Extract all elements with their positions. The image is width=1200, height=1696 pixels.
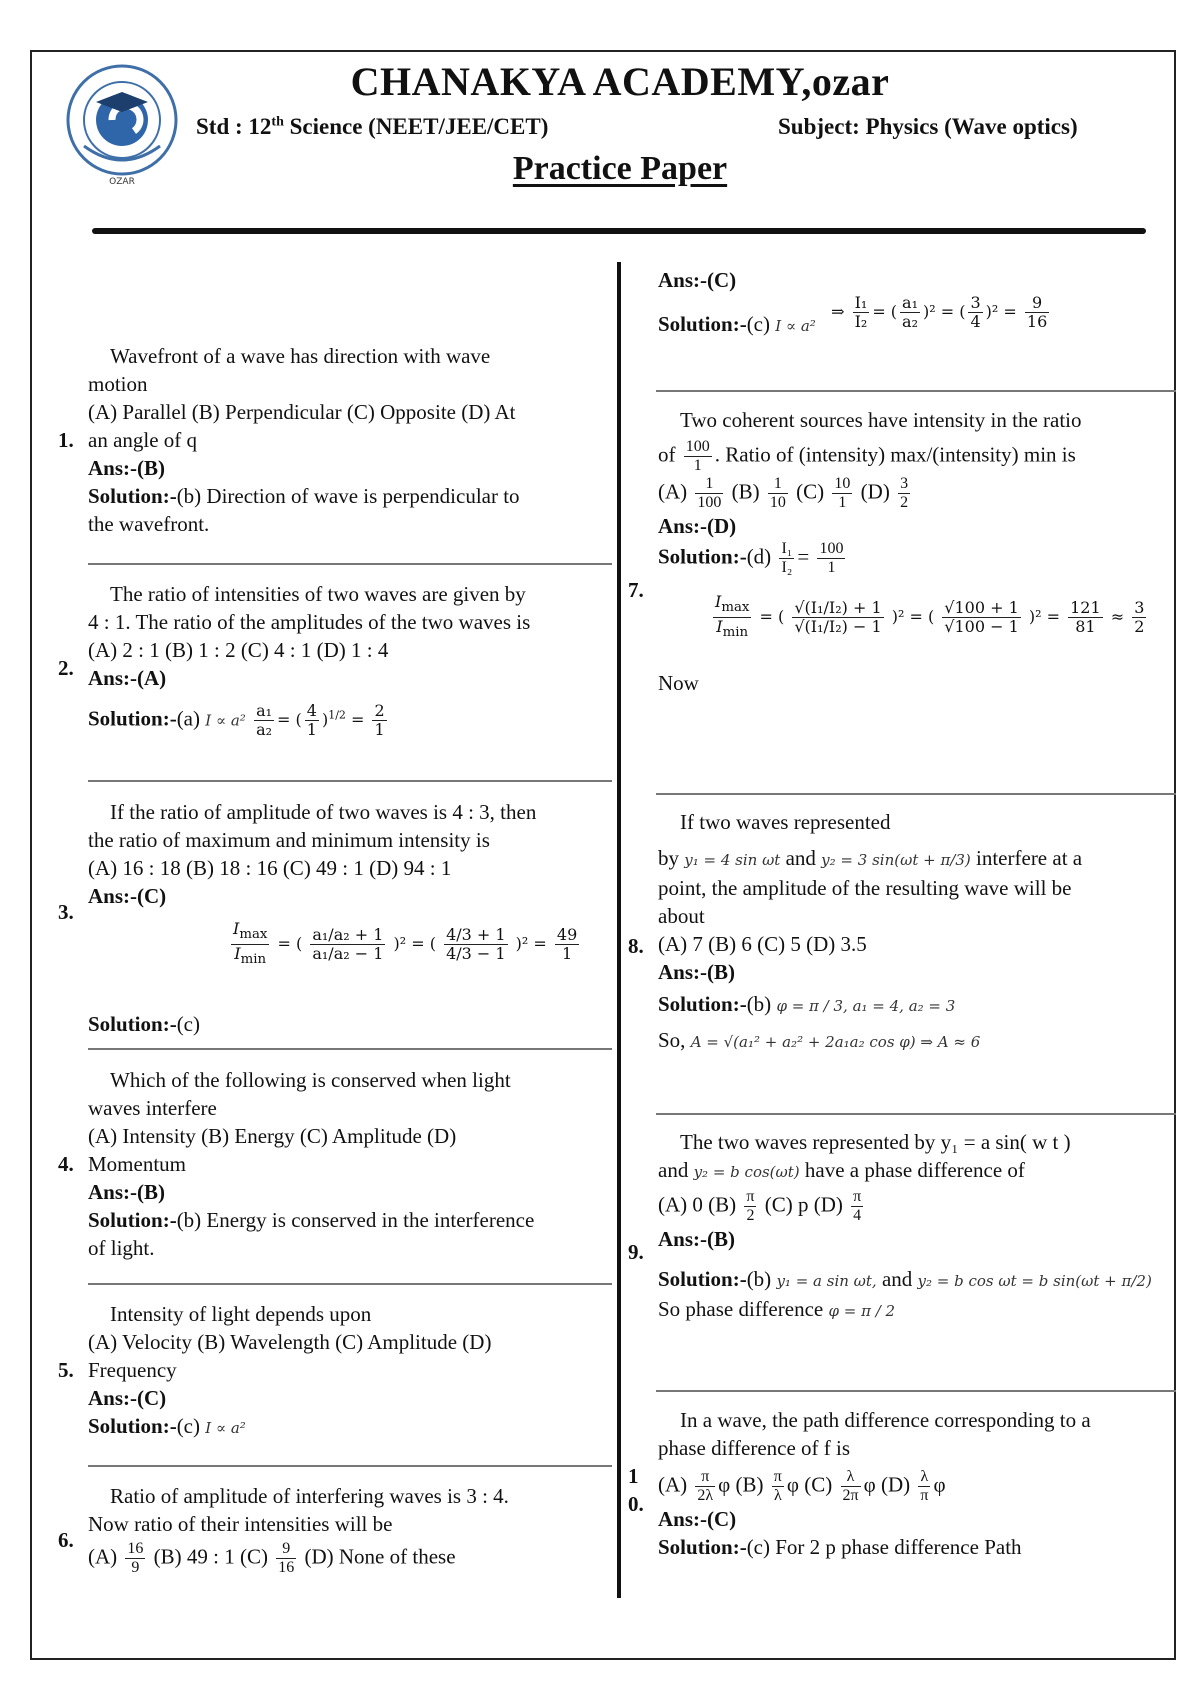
question-number: 3. [58, 900, 74, 924]
solution-formula: ⇒ I₁ I₂ = ( a₁ a₂ )² = ( 3 4 )² = 9 16 [831, 293, 1048, 331]
options: (A) $\frac{16}{9}$ (B) 49 : 1 (C) $\frac{9}{16}$ (D) None of these [88, 1540, 456, 1576]
question-number: 1. [58, 428, 74, 452]
separator [88, 1465, 612, 1467]
solution-cont: of light. [88, 1236, 155, 1260]
answer: Ans:-(C) [658, 268, 737, 292]
question-6-continued [658, 266, 1178, 345]
solution-formula: $\frac{\text{a₁}}{\text{a₂}}$ = ( $\frac{4}{1}$ )$^{1/2}$ = $\frac{2}{1}$ [256, 701, 385, 740]
options-cont: an angle of q [88, 428, 198, 452]
options: (A) $\frac{\pi}{2\lambda}$ φ (B) $\frac{\pi}{\lambda}$ φ (C) $\frac{\lambda}{2\pi}$ φ (D) $\frac{\lambda}{\pi}$ φ [658, 1468, 946, 1504]
question-text-cont3: about [658, 904, 705, 928]
academy-title: CHANAKYA ACADEMY,ozar [350, 59, 890, 104]
question-text-cont: Now ratio of their intensities will be [88, 1512, 393, 1536]
answer: Ans:-(B) [658, 960, 735, 984]
solution-cont: the wavefront. [88, 512, 210, 536]
solution: Solution:-(c) I ∝ a² $^{\Rightarrow \frac{\text{I₁}}{\text{I₂}} = ( \frac{\text{a₁}}{\text{a₂}} )^2 = ( \frac{3}{4} )^2 = \frac{9}{16}}$ [658, 308, 1178, 345]
svg-text:OZAR: OZAR [109, 177, 135, 187]
solution-cont: So, A = √(a₁² + a₂² + 2a₁a₂ cos φ) ⇒ A ≈ 6 [658, 1028, 981, 1052]
question-text-cont: the ratio of maximum and minimum intensity is [88, 828, 490, 852]
question-text: If two waves represented [680, 810, 891, 834]
question-number: 6. [58, 1528, 74, 1552]
question-text-cont: motion [88, 372, 148, 396]
solution: Solution:-(b) Direction of wave is perpendicular to [88, 484, 520, 508]
question-text: The ratio of intensities of two waves are given by [110, 582, 526, 606]
question-text: If the ratio of amplitude of two waves is 4 : 3, then [110, 800, 537, 824]
answer: Ans:-(B) [88, 1180, 165, 1204]
solution-math: I ∝ a² [205, 711, 246, 730]
solution: Solution:-(c) For 2 p phase difference Path [658, 1535, 1022, 1559]
question-number: 5. [58, 1358, 74, 1382]
separator [656, 390, 1176, 392]
question-text: Wavefront of a wave has direction with wave [110, 344, 491, 368]
solution-math: I ∝ a² [205, 1419, 246, 1437]
question-text-cont: waves interfere [88, 1096, 217, 1120]
question-text: Intensity of light depends upon [110, 1302, 372, 1326]
now-label: Now [658, 671, 699, 695]
options-cont: Momentum [88, 1152, 186, 1176]
solution: Solution:-(d) $\frac{\text{I₁}}{\text{I₂}}$ = $\frac{100}{1}$ [658, 540, 844, 576]
question-text: Ratio of amplitude of interfering waves is 3 : 4. [110, 1484, 509, 1508]
standard-label: Std : 12th Science (NEET/JEE/CET) [196, 114, 549, 139]
paper-title: Practice Paper [512, 150, 728, 187]
options-cont: Frequency [88, 1358, 177, 1382]
question-text: In a wave, the path difference corresponding to a [680, 1408, 1091, 1432]
separator [656, 793, 1176, 795]
answer: Ans:-(B) [88, 456, 165, 480]
question-text: Two coherent sources have intensity in the ratio [680, 408, 1082, 432]
question-number: 8. [628, 934, 644, 958]
answer: Ans:-(D) [658, 514, 737, 538]
question-number: 7. [628, 578, 644, 602]
answer: Ans:-(A) [88, 666, 167, 690]
header-rule [92, 228, 1146, 234]
solution: Solution:-(c) I ∝ a² [88, 1414, 246, 1438]
options: (A) Parallel (B) Perpendicular (C) Opposite (D) At [88, 400, 516, 424]
solution-cont: So phase difference φ = π / 2 [658, 1297, 896, 1321]
options: (A) 2 : 1 (B) 1 : 2 (C) 4 : 1 (D) 1 : 4 [88, 638, 389, 662]
solution: Solution:-(c) [88, 1012, 200, 1036]
separator [88, 1283, 612, 1285]
solution-formula: $\frac{I_{max}}{I_{min}}$ = ( $\frac{\text{a₁/a₂ + 1}}{\text{a₁/a₂ − 1}}$ )² = ( $\frac{4/3 + 1}{4/3 - 1}$ )² = $\frac{49}{1}$ [233, 919, 578, 968]
answer: Ans:-(C) [88, 884, 167, 908]
question-text-cont: of $\frac{100}{1}$ . Ratio of (intensity) max/(intensity) min is [658, 438, 1076, 474]
separator [656, 1390, 1176, 1392]
options: (A) 7 (B) 6 (C) 5 (D) 3.5 [658, 932, 867, 956]
question-text-cont2: point, the amplitude of the resulting wave will be [658, 876, 1072, 900]
solution-formula: $\frac{I_{max}}{I_{min}}$ = ( $\frac{\text{√(I₁/I₂) + 1}}{\text{√(I₁/I₂) − 1}}$ )² = ( $\frac{√100 + 1}{√100 - 1}$ )² = $\frac{121}{81}$ ≈ $\frac{3}{2}$ [715, 592, 1145, 641]
options: (A) 0 (B) $\frac{\pi}{2}$ (C) p (D) $\frac{\pi}{4}$ [658, 1188, 862, 1224]
solution: Solution:-(b) φ = π / 3, a₁ = 4, a₂ = 3 [658, 992, 956, 1016]
question-text-cont: phase difference of f is [658, 1436, 851, 1460]
solution: Solution:-(b) y₁ = a sin ωt, and y₂ = b cos ωt = b sin(ωt + π/2) [658, 1267, 1152, 1291]
options: (A) Intensity (B) Energy (C) Amplitude (D) [88, 1124, 457, 1148]
question-number: 1 0. [628, 1464, 644, 1516]
options: (A) $\frac{1}{100}$ (B) $\frac{1}{10}$ (C) $\frac{10}{1}$ (D) $\frac{3}{2}$ [658, 475, 909, 511]
answer: Ans:-(C) [658, 1507, 737, 1531]
options: (A) 16 : 18 (B) 18 : 16 (C) 49 : 1 (D) 94 : 1 [88, 856, 452, 880]
solution: Solution:-(b) Energy is conserved in the interference [88, 1208, 535, 1232]
answer: Ans:-(C) [88, 1386, 167, 1410]
separator [88, 563, 612, 565]
options: (A) Velocity (B) Wavelength (C) Amplitude (D) [88, 1330, 492, 1354]
question-number: 2. [58, 656, 74, 680]
separator [88, 1048, 612, 1050]
answer: Ans:-(B) [658, 1227, 735, 1251]
solution-math: I ∝ a² [775, 317, 816, 335]
question-text-cont: and y₂ = b cos(ωt) have a phase difference of [658, 1158, 1025, 1182]
question-text: The two waves represented by y₁ = a sin( w t ) [680, 1130, 1071, 1154]
question-text: Which of the following is conserved when light [110, 1068, 511, 1092]
separator [88, 780, 612, 782]
question-text-cont: by y₁ = 4 sin ωt and y₂ = 3 sin(ωt + π/3) interfere at a [658, 846, 1083, 870]
subject-label: Subject: Physics (Wave optics) [778, 114, 1078, 139]
solution: Solution:-(a) I ∝ a² $\frac{\text{a₁}}{\text{a₂}}$ = ( $\frac{4}{1}$ )$^{1/2}$ = $\frac{2}{1}$ [88, 702, 618, 739]
separator [656, 1113, 1176, 1115]
question-number: 9. [628, 1240, 644, 1264]
question-text-cont: 4 : 1. The ratio of the amplitudes of the two waves is [88, 610, 531, 634]
question-number: 4. [58, 1152, 74, 1176]
